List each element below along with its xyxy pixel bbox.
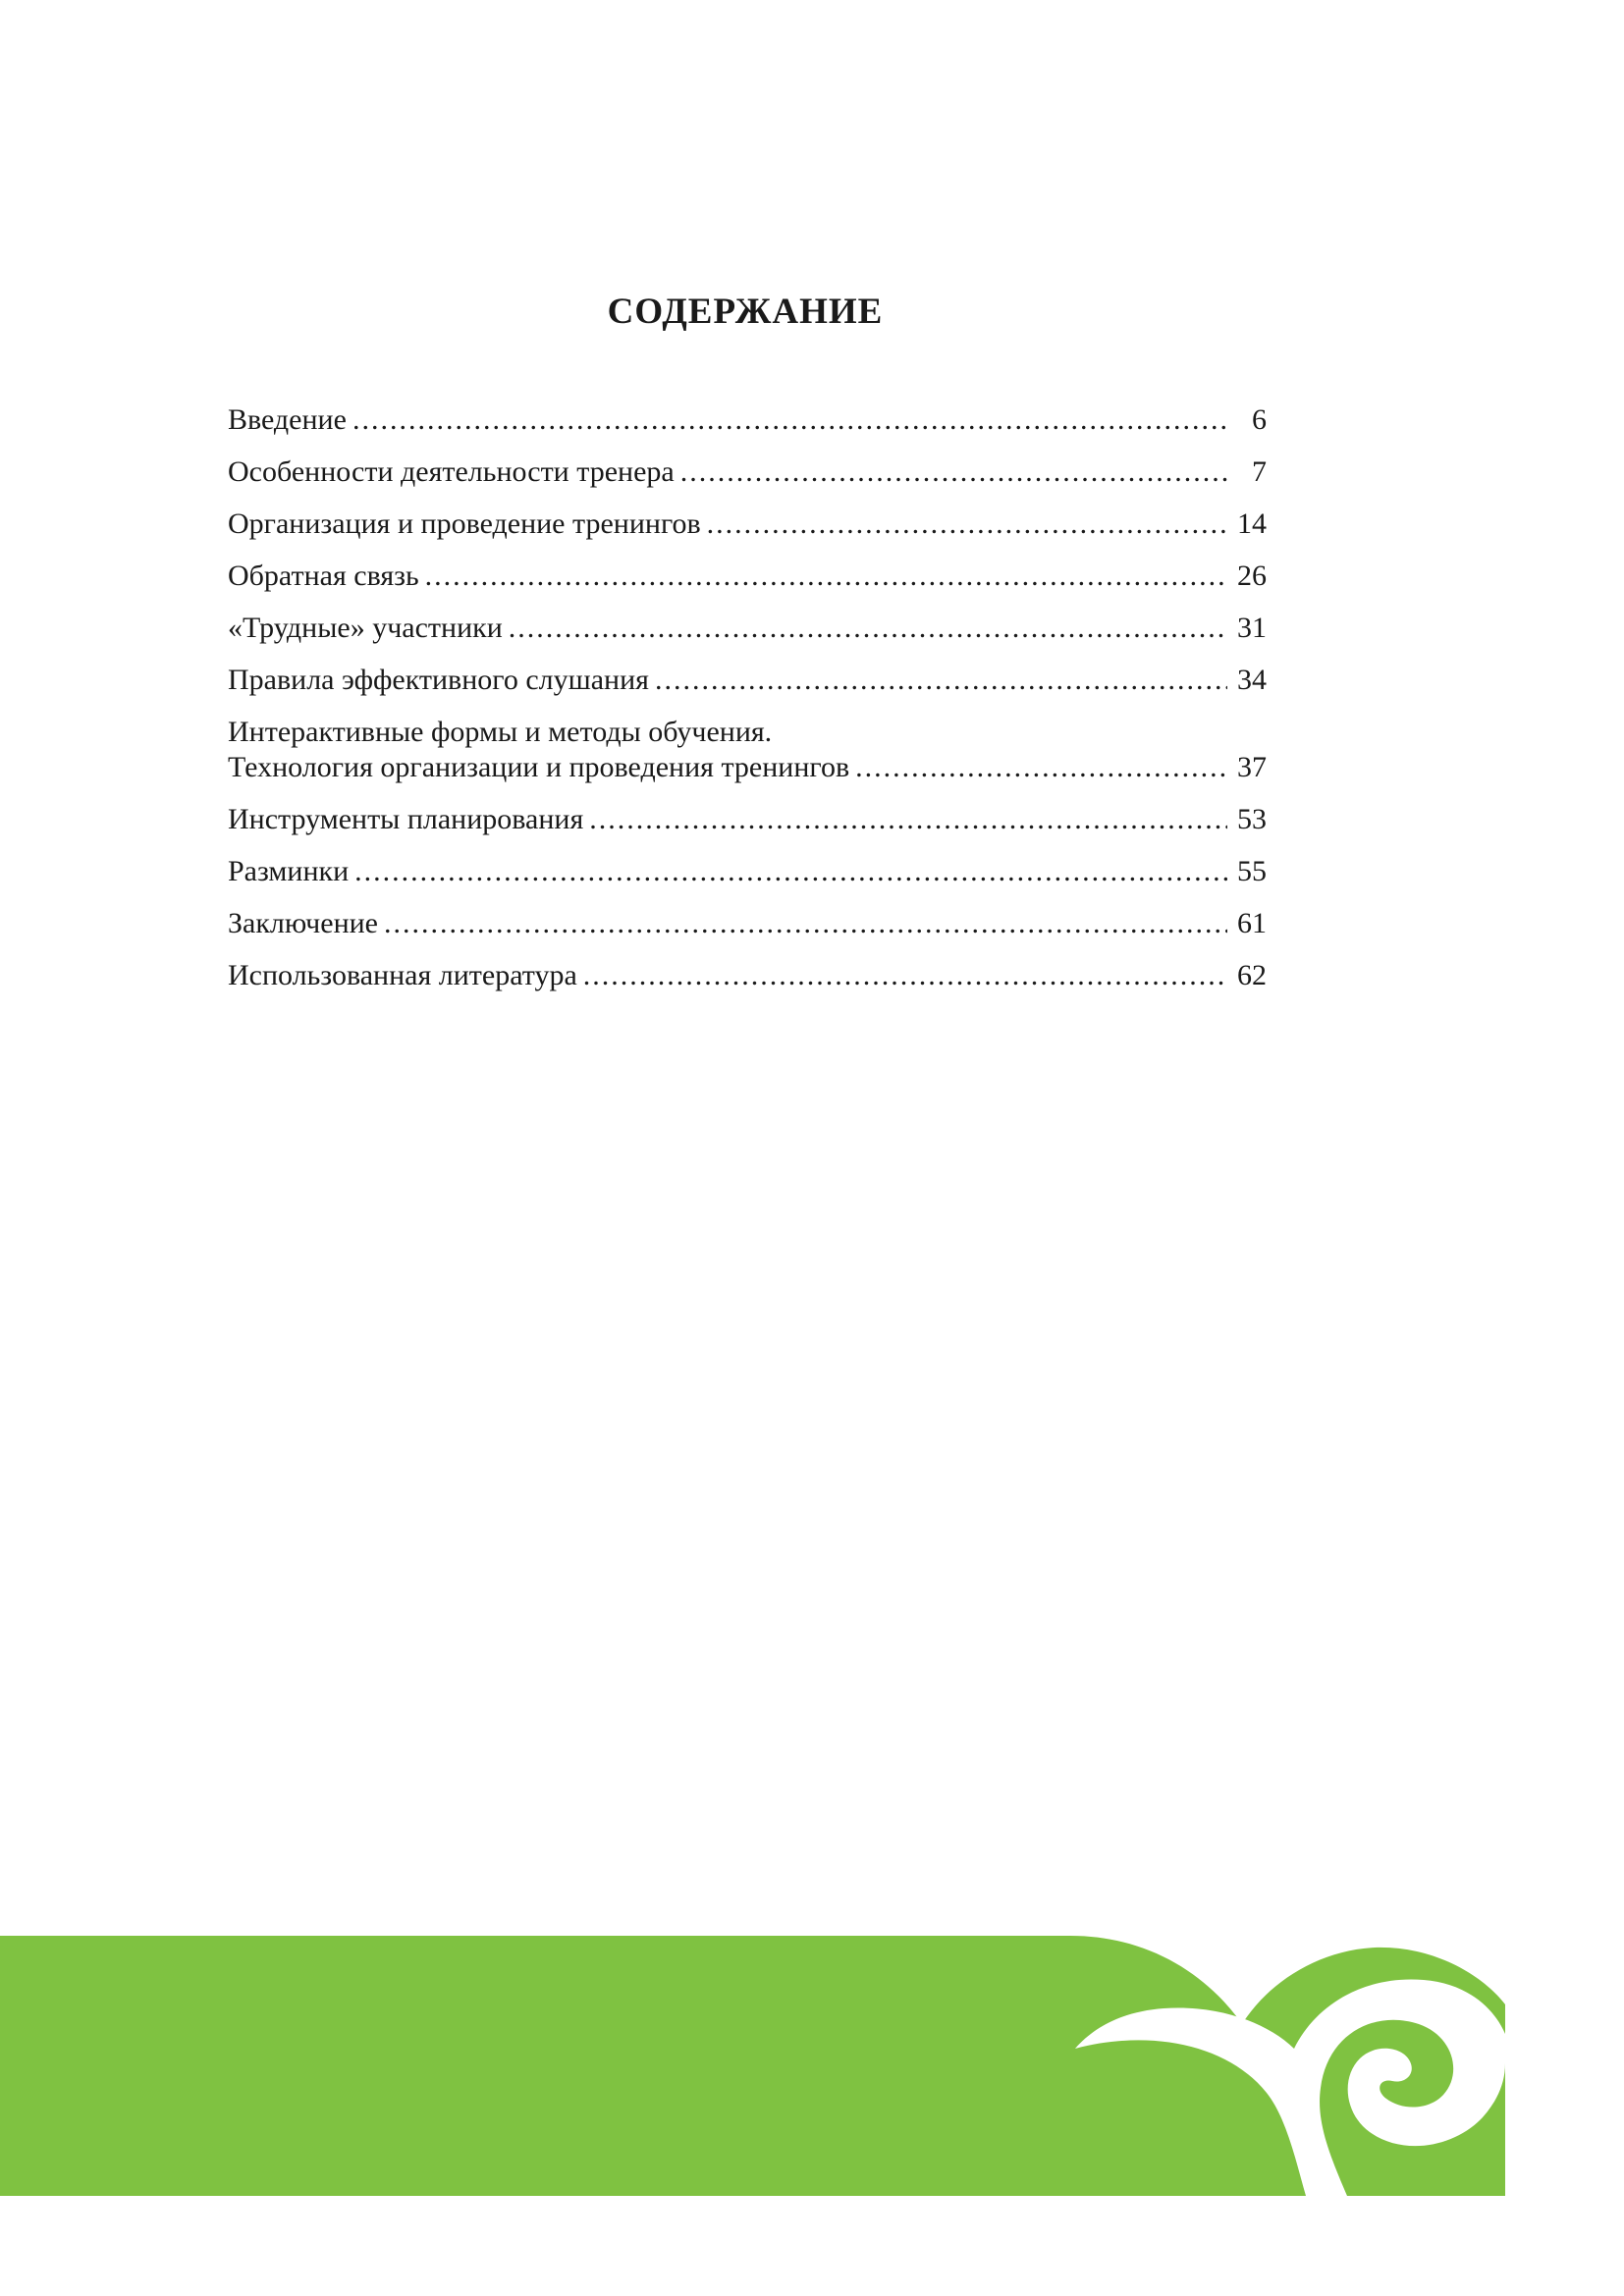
toc-entry-page: 7 [1252,455,1267,488]
toc-entry-page: 62 [1237,959,1267,991]
toc-entry-label: «Трудные» участники [228,612,503,644]
toc-entry-label-line1: Интерактивные формы и методы обучения. [228,716,773,748]
toc-entry-page: 26 [1237,560,1267,592]
toc-entry [228,454,1267,490]
toc-entry [228,611,1267,646]
toc-entry [228,559,1267,594]
toc-dot-leader [680,454,1227,490]
toc-dot-leader [583,958,1227,993]
toc-entry-label: Организация и проведение тренингов [228,507,701,540]
toc-entry-page: 55 [1237,855,1267,887]
toc-dot-leader [425,559,1227,594]
toc-entry [228,802,1267,837]
toc-entry-page: 31 [1237,612,1267,644]
decorative-green-band [0,1936,1505,2196]
toc-dot-leader [352,402,1227,438]
toc-dot-leader [707,507,1227,542]
toc-entry-page: 6 [1252,403,1267,436]
toc-entry-label: Заключение [228,907,378,939]
toc-dot-leader [655,663,1227,698]
toc-entry-page: 53 [1237,803,1267,835]
toc-entry-page: 14 [1237,507,1267,540]
toc-entry-page: 61 [1237,907,1267,939]
toc-entry-label: Инструменты планирования [228,803,584,835]
toc-entry-page: 37 [1237,751,1267,783]
toc-entry [228,663,1267,698]
toc-dot-leader [509,611,1227,646]
toc-entry [228,402,1267,438]
toc-dot-leader [384,906,1227,941]
toc-entry-label: Правила эффективного слушания [228,664,649,696]
toc-entry [228,507,1267,542]
page-title: СОДЕРЖАНИЕ [607,292,884,332]
toc-entry-label: Использованная литература [228,959,577,991]
toc-entry [228,854,1267,889]
toc-entry-page: 34 [1237,664,1267,696]
toc-entry-label: Разминки [228,855,350,887]
toc-entry-label: Особенности деятельности тренера [228,455,675,488]
toc-entry [228,715,1267,785]
toc-entry-label: Обратная связь [228,560,419,592]
toc-entry-label-line2: Технология организации и проведения тренингов [228,751,850,783]
toc-dot-leader [855,750,1227,785]
toc-entry [228,906,1267,941]
toc-dot-leader [589,802,1227,837]
toc-entry-label: Введение [228,403,347,436]
table-of-contents [228,402,1267,1010]
toc-dot-leader [354,854,1227,889]
toc-entry [228,958,1267,993]
